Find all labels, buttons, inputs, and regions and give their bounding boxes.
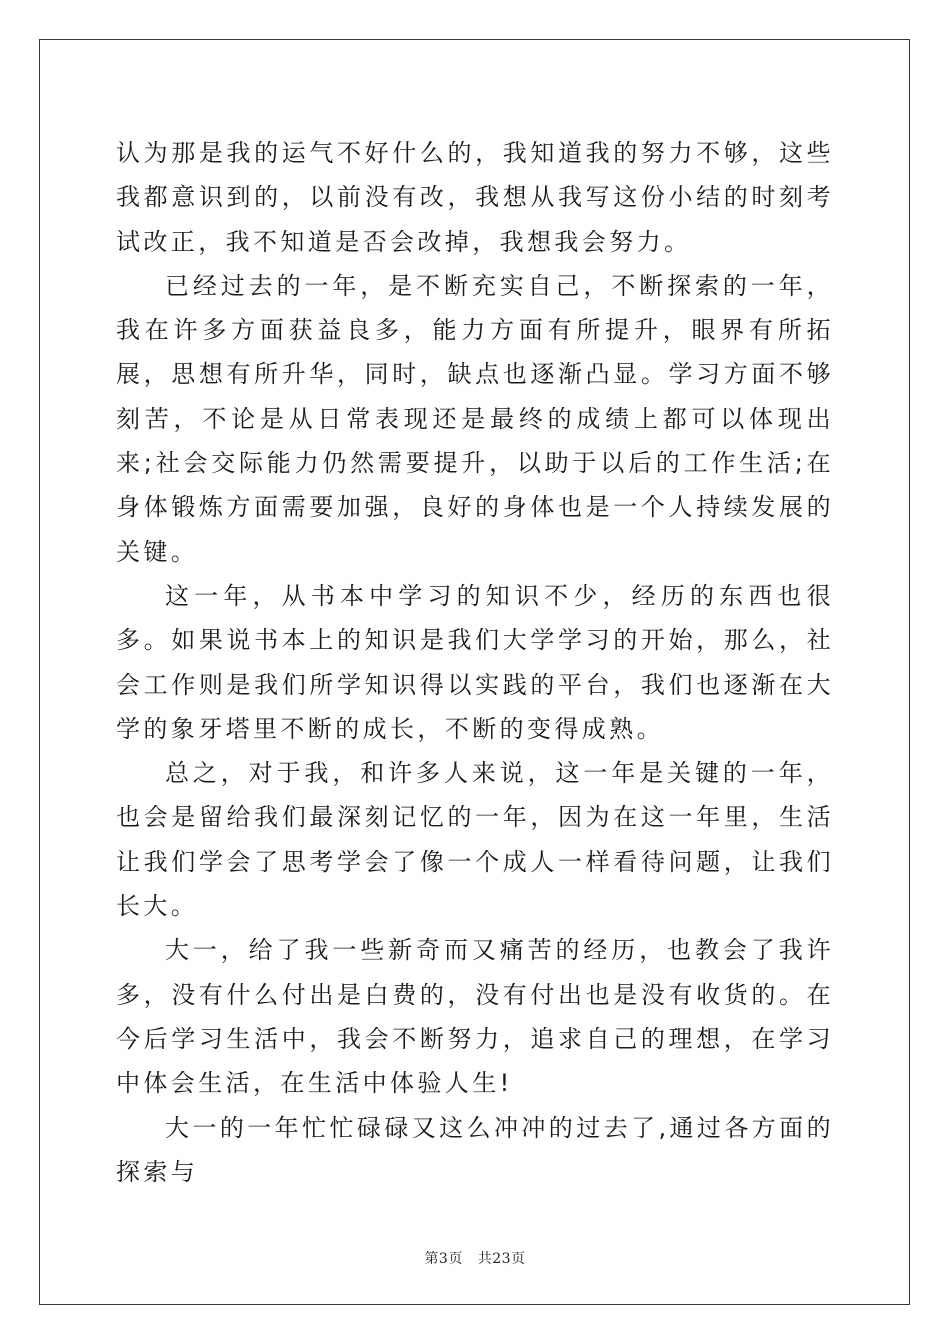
paragraph-3: 这一年，从书本中学习的知识不少，经历的东西也很多。如果说书本上的知识是我们大学学习的开始，那么，社会工作则是我们所学知识得以实践的平台，我们也逐渐在大学的象牙塔里不断的成长，不断的变得成熟。 <box>116 581 834 743</box>
total-pages: 共23页 <box>477 1251 526 1267</box>
page-number: 第3页 <box>424 1251 463 1267</box>
paragraph-2: 已经过去的一年，是不断充实自己，不断探索的一年，我在许多方面获益良多，能力方面有所提升，眼界有所拓展，思想有所升华，同时，缺点也逐渐凸显。学习方面不够刻苦，不论是从日常表现还是最终的成绩上都可以体现出来;社会交际能力仍然需要提升，以助于以后的工作生活;在身体锻炼方面需要加强，良好的身体也是一个人持续发展的关键。 <box>116 271 834 566</box>
paragraph-6: 大一的一年忙忙碌碌又这么冲冲的过去了,通过各方面的探索与 <box>116 1113 834 1186</box>
document-body <box>116 131 834 1194</box>
paragraph-1: 认为那是我的运气不好什么的，我知道我的努力不够，这些我都意识到的，以前没有改，我想从我写这份小结的时刻考试改正，我不知道是否会改掉，我想我会努力。 <box>116 139 834 256</box>
paragraph-4: 总之，对于我，和许多人来说，这一年是关键的一年，也会是留给我们最深刻记忆的一年，因为在这一年里，生活让我们学会了思考学会了像一个成人一样看待问题，让我们长大。 <box>116 759 834 921</box>
paragraph-5: 大一，给了我一些新奇而又痛苦的经历，也教会了我许多，没有什么付出是白费的，没有付出也是没有收货的。在今后学习生活中，我会不断努力，追求自己的理想，在学习中体会生活，在生活中体验人生! <box>116 936 834 1098</box>
page-footer <box>0 1248 950 1268</box>
